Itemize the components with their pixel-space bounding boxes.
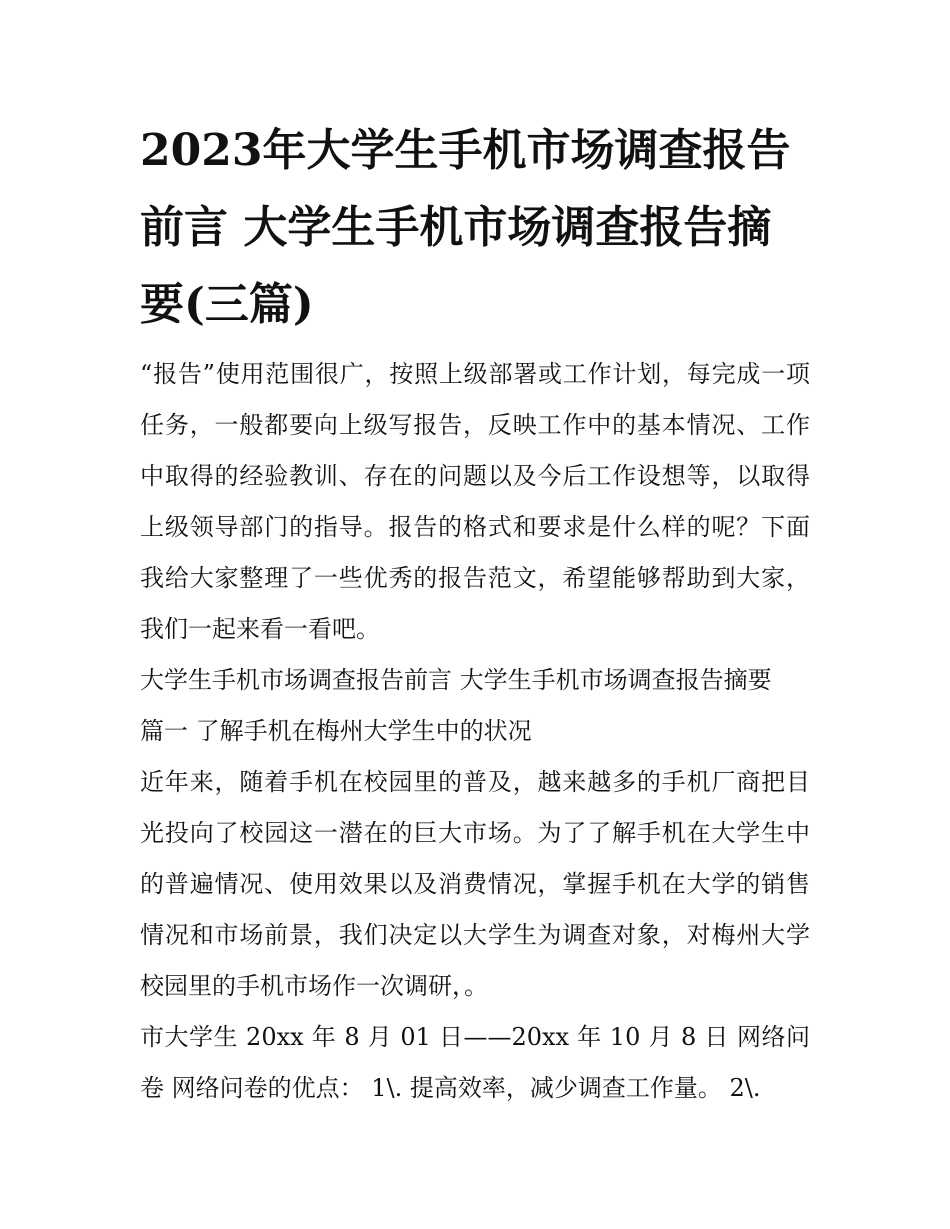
document-title: 2023年大学生手机市场调查报告前言 大学生手机市场调查报告摘要(三篇) [140, 125, 791, 330]
article-heading: 篇一 了解手机在梅州大学生中的状况 [140, 717, 532, 745]
intro-paragraph: “报告”使用范围很广，按照上级部署或工作计划，每完成一项任务，一般都要向上级写报告，反映工作中的基本情况、工作中取得的经验教训、存在的问题以及今后工作设想等，以取得上级领导部门的指导。报告的格式和要求是什么样的呢？下面我给大家整理了一些优秀的报告范文，希望能够帮助到大家，我们一起来看一看吧。 [140, 360, 810, 643]
document-content [140, 112, 810, 1114]
survey-details-paragraph: 市大学生 20xx 年 8 月 01 日——20xx 年 10 月 8 日 网络问卷 网络问卷的优点： 1\. 提高效率，减少调查工作量。 2\. [140, 1023, 810, 1102]
section-heading: 大学生手机市场调查报告前言 大学生手机市场调查报告摘要 [140, 666, 772, 694]
body-paragraph: 近年来，随着手机在校园里的普及，越来越多的手机厂商把目光投向了校园这一潜在的巨大市场。为了了解手机在大学生中的普遍情况、使用效果以及消费情况，掌握手机在大学的销售情况和市场前景，我们决定以大学生为调查对象，对梅州大学校园里的手机市场作一次调研，。 [140, 768, 810, 1000]
document-body [140, 349, 810, 1114]
